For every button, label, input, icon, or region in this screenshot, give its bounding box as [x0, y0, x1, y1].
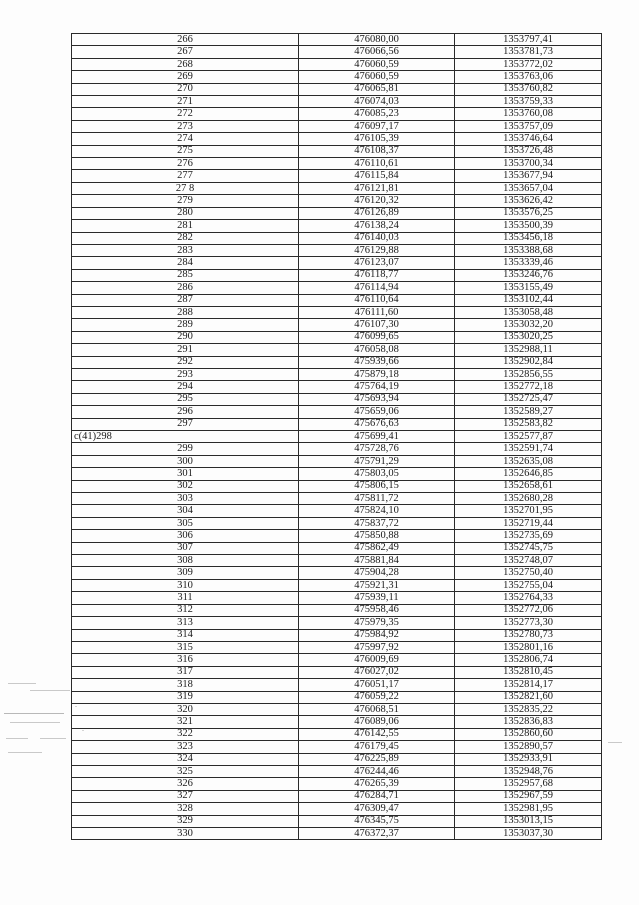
x-coordinate-cell: 476123,07	[299, 257, 455, 269]
table-row	[72, 319, 602, 331]
x-coordinate-cell: 476060,59	[299, 71, 455, 83]
coordinates-table-body	[72, 34, 602, 840]
x-coordinate-cell: 475806,15	[299, 480, 455, 492]
x-coordinate-cell: 476085,23	[299, 108, 455, 120]
y-coordinate-cell: 1352821,60	[455, 691, 602, 703]
x-coordinate-cell: 476120,32	[299, 195, 455, 207]
point-number-cell: 329	[72, 815, 299, 827]
point-number-cell: 304	[72, 505, 299, 517]
x-coordinate-cell: 476065,81	[299, 83, 455, 95]
x-coordinate-cell: 475693,94	[299, 393, 455, 405]
table-row	[72, 666, 602, 678]
point-number-cell: 280	[72, 207, 299, 219]
point-number-cell: 269	[72, 71, 299, 83]
table-row	[72, 356, 602, 368]
y-coordinate-cell: 1353058,48	[455, 306, 602, 318]
y-coordinate-cell: 1353102,44	[455, 294, 602, 306]
point-number-cell: 27 8	[72, 182, 299, 194]
table-row	[72, 555, 602, 567]
table-row	[72, 679, 602, 691]
y-coordinate-cell: 1352902,84	[455, 356, 602, 368]
y-coordinate-cell: 1352933,91	[455, 753, 602, 765]
table-row	[72, 641, 602, 653]
point-number-cell: 307	[72, 542, 299, 554]
point-number-cell: 294	[72, 381, 299, 393]
point-number-cell: 286	[72, 282, 299, 294]
table-row	[72, 393, 602, 405]
point-number-cell: 293	[72, 368, 299, 380]
point-number-cell: 318	[72, 679, 299, 691]
table-row	[72, 431, 602, 443]
x-coordinate-cell: 476097,17	[299, 120, 455, 132]
table-row	[72, 71, 602, 83]
scan-artifact	[8, 752, 42, 753]
y-coordinate-cell: 1352750,40	[455, 567, 602, 579]
table-row	[72, 803, 602, 815]
scan-artifact	[6, 738, 28, 739]
y-coordinate-cell: 1353781,73	[455, 46, 602, 58]
point-number-cell: 277	[72, 170, 299, 182]
y-coordinate-cell: 1352835,22	[455, 703, 602, 715]
table-row	[72, 46, 602, 58]
point-number-cell: 311	[72, 592, 299, 604]
x-coordinate-cell: 475676,63	[299, 418, 455, 430]
table-row	[72, 455, 602, 467]
x-coordinate-cell: 475939,11	[299, 592, 455, 604]
point-number-cell: 270	[72, 83, 299, 95]
table-row	[72, 604, 602, 616]
point-number-cell: 320	[72, 703, 299, 715]
y-coordinate-cell: 1353763,06	[455, 71, 602, 83]
x-coordinate-cell: 475939,66	[299, 356, 455, 368]
point-number-cell: 297	[72, 418, 299, 430]
y-coordinate-cell: 1353388,68	[455, 244, 602, 256]
table-row	[72, 815, 602, 827]
y-coordinate-cell: 1352981,95	[455, 803, 602, 815]
y-coordinate-cell: 1353657,04	[455, 182, 602, 194]
table-row	[72, 232, 602, 244]
point-number-cell: 284	[72, 257, 299, 269]
point-number-cell: 295	[72, 393, 299, 405]
point-number-cell: 276	[72, 158, 299, 170]
table-row	[72, 716, 602, 728]
x-coordinate-cell: 476068,51	[299, 703, 455, 715]
table-row	[72, 282, 602, 294]
table-row	[72, 617, 602, 629]
scan-artifact	[4, 713, 64, 714]
x-coordinate-cell: 476059,22	[299, 691, 455, 703]
table-row	[72, 331, 602, 343]
table-row	[72, 220, 602, 232]
point-number-cell: 282	[72, 232, 299, 244]
x-coordinate-cell: 475850,88	[299, 530, 455, 542]
point-number-cell: 266	[72, 34, 299, 46]
x-coordinate-cell: 475824,10	[299, 505, 455, 517]
y-coordinate-cell: 1352814,17	[455, 679, 602, 691]
table-row	[72, 778, 602, 790]
y-coordinate-cell: 1352860,60	[455, 728, 602, 740]
y-coordinate-cell: 1352755,04	[455, 579, 602, 591]
point-number-cell: 299	[72, 443, 299, 455]
y-coordinate-cell: 1353576,25	[455, 207, 602, 219]
point-number-cell: 328	[72, 803, 299, 815]
x-coordinate-cell: 475764,19	[299, 381, 455, 393]
x-coordinate-cell: 475862,49	[299, 542, 455, 554]
y-coordinate-cell: 1352948,76	[455, 765, 602, 777]
point-number-cell: 327	[72, 790, 299, 802]
scan-artifact	[608, 742, 622, 743]
y-coordinate-cell: 1352735,69	[455, 530, 602, 542]
y-coordinate-cell: 1352719,44	[455, 517, 602, 529]
table-row	[72, 406, 602, 418]
x-coordinate-cell: 476345,75	[299, 815, 455, 827]
point-number-cell: 296	[72, 406, 299, 418]
coordinates-table	[71, 33, 602, 840]
point-number-cell: 273	[72, 120, 299, 132]
table-row	[72, 269, 602, 281]
y-coordinate-cell: 1353155,49	[455, 282, 602, 294]
x-coordinate-cell: 476265,39	[299, 778, 455, 790]
x-coordinate-cell: 475881,84	[299, 555, 455, 567]
table-row	[72, 418, 602, 430]
x-coordinate-cell: 476284,71	[299, 790, 455, 802]
x-coordinate-cell: 475659,06	[299, 406, 455, 418]
scan-artifact	[82, 730, 84, 731]
table-row	[72, 195, 602, 207]
x-coordinate-cell: 476179,45	[299, 741, 455, 753]
table-row	[72, 468, 602, 480]
point-number-cell: 288	[72, 306, 299, 318]
table-row	[72, 207, 602, 219]
point-number-cell: 317	[72, 666, 299, 678]
table-row	[72, 728, 602, 740]
point-number-cell: 268	[72, 58, 299, 70]
y-coordinate-cell: 1352589,27	[455, 406, 602, 418]
table-row	[72, 517, 602, 529]
table-row	[72, 741, 602, 753]
point-number-cell: 319	[72, 691, 299, 703]
y-coordinate-cell: 1352801,16	[455, 641, 602, 653]
table-row	[72, 182, 602, 194]
table-row	[72, 493, 602, 505]
y-coordinate-cell: 1352890,57	[455, 741, 602, 753]
x-coordinate-cell: 476126,89	[299, 207, 455, 219]
y-coordinate-cell: 1352836,83	[455, 716, 602, 728]
x-coordinate-cell: 475984,92	[299, 629, 455, 641]
y-coordinate-cell: 1352988,11	[455, 344, 602, 356]
table-row	[72, 381, 602, 393]
y-coordinate-cell: 1353037,30	[455, 828, 602, 840]
x-coordinate-cell: 475728,76	[299, 443, 455, 455]
x-coordinate-cell: 475904,28	[299, 567, 455, 579]
point-number-cell: 310	[72, 579, 299, 591]
y-coordinate-cell: 1352646,85	[455, 468, 602, 480]
y-coordinate-cell: 1353677,94	[455, 170, 602, 182]
point-number-cell: 303	[72, 493, 299, 505]
x-coordinate-cell: 475879,18	[299, 368, 455, 380]
point-number-cell: 283	[72, 244, 299, 256]
point-number-cell: 287	[72, 294, 299, 306]
table-row	[72, 244, 602, 256]
y-coordinate-cell: 1353032,20	[455, 319, 602, 331]
point-number-cell: 300	[72, 455, 299, 467]
x-coordinate-cell: 476099,65	[299, 331, 455, 343]
point-number-cell: с(41)298	[72, 431, 299, 443]
y-coordinate-cell: 1352806,74	[455, 654, 602, 666]
y-coordinate-cell: 1353013,15	[455, 815, 602, 827]
x-coordinate-cell: 476142,55	[299, 728, 455, 740]
x-coordinate-cell: 475791,29	[299, 455, 455, 467]
y-coordinate-cell: 1352583,82	[455, 418, 602, 430]
table-row	[72, 120, 602, 132]
y-coordinate-cell: 1352780,73	[455, 629, 602, 641]
point-number-cell: 321	[72, 716, 299, 728]
table-row	[72, 567, 602, 579]
point-number-cell: 271	[72, 96, 299, 108]
x-coordinate-cell: 475958,46	[299, 604, 455, 616]
scan-artifact	[8, 683, 36, 684]
point-number-cell: 272	[72, 108, 299, 120]
table-row	[72, 592, 602, 604]
x-coordinate-cell: 476058,08	[299, 344, 455, 356]
point-number-cell: 302	[72, 480, 299, 492]
point-number-cell: 314	[72, 629, 299, 641]
table-row	[72, 530, 602, 542]
y-coordinate-cell: 1353726,48	[455, 145, 602, 157]
point-number-cell: 275	[72, 145, 299, 157]
x-coordinate-cell: 476107,30	[299, 319, 455, 331]
x-coordinate-cell: 475979,35	[299, 617, 455, 629]
y-coordinate-cell: 1353020,25	[455, 331, 602, 343]
y-coordinate-cell: 1352764,33	[455, 592, 602, 604]
y-coordinate-cell: 1352591,74	[455, 443, 602, 455]
table-row	[72, 83, 602, 95]
x-coordinate-cell: 476108,37	[299, 145, 455, 157]
y-coordinate-cell: 1352701,95	[455, 505, 602, 517]
point-number-cell: 274	[72, 133, 299, 145]
x-coordinate-cell: 476121,81	[299, 182, 455, 194]
x-coordinate-cell: 476027,02	[299, 666, 455, 678]
scan-artifact	[30, 690, 70, 691]
x-coordinate-cell: 476051,17	[299, 679, 455, 691]
point-number-cell: 308	[72, 555, 299, 567]
y-coordinate-cell: 1353500,39	[455, 220, 602, 232]
y-coordinate-cell: 1352772,18	[455, 381, 602, 393]
point-number-cell: 281	[72, 220, 299, 232]
point-number-cell: 324	[72, 753, 299, 765]
y-coordinate-cell: 1353746,64	[455, 133, 602, 145]
y-coordinate-cell: 1352772,06	[455, 604, 602, 616]
y-coordinate-cell: 1352680,28	[455, 493, 602, 505]
x-coordinate-cell: 475837,72	[299, 517, 455, 529]
table-row	[72, 654, 602, 666]
point-number-cell: 289	[72, 319, 299, 331]
point-number-cell: 316	[72, 654, 299, 666]
x-coordinate-cell: 475811,72	[299, 493, 455, 505]
table-row	[72, 790, 602, 802]
y-coordinate-cell: 1352577,87	[455, 431, 602, 443]
point-number-cell: 301	[72, 468, 299, 480]
point-number-cell: 323	[72, 741, 299, 753]
point-number-cell: 291	[72, 344, 299, 356]
x-coordinate-cell: 476111,60	[299, 306, 455, 318]
table-row	[72, 753, 602, 765]
table-row	[72, 703, 602, 715]
table-row	[72, 108, 602, 120]
table-row	[72, 542, 602, 554]
y-coordinate-cell: 1352635,08	[455, 455, 602, 467]
x-coordinate-cell: 476225,89	[299, 753, 455, 765]
table-row	[72, 368, 602, 380]
x-coordinate-cell: 476105,39	[299, 133, 455, 145]
table-row	[72, 344, 602, 356]
x-coordinate-cell: 475921,31	[299, 579, 455, 591]
x-coordinate-cell: 476110,61	[299, 158, 455, 170]
table-row	[72, 765, 602, 777]
y-coordinate-cell: 1352745,75	[455, 542, 602, 554]
y-coordinate-cell: 1352967,59	[455, 790, 602, 802]
point-number-cell: 325	[72, 765, 299, 777]
x-coordinate-cell: 476140,03	[299, 232, 455, 244]
table-row	[72, 691, 602, 703]
x-coordinate-cell: 476309,47	[299, 803, 455, 815]
scan-artifact	[10, 722, 60, 723]
table-row	[72, 96, 602, 108]
table-row	[72, 133, 602, 145]
x-coordinate-cell: 476066,56	[299, 46, 455, 58]
table-row	[72, 629, 602, 641]
point-number-cell: 267	[72, 46, 299, 58]
x-coordinate-cell: 476009,69	[299, 654, 455, 666]
x-coordinate-cell: 476372,37	[299, 828, 455, 840]
point-number-cell: 315	[72, 641, 299, 653]
y-coordinate-cell: 1352658,61	[455, 480, 602, 492]
x-coordinate-cell: 475803,05	[299, 468, 455, 480]
table-row	[72, 158, 602, 170]
y-coordinate-cell: 1353760,08	[455, 108, 602, 120]
x-coordinate-cell: 476129,88	[299, 244, 455, 256]
table-row	[72, 306, 602, 318]
y-coordinate-cell: 1353797,41	[455, 34, 602, 46]
x-coordinate-cell: 476118,77	[299, 269, 455, 281]
point-number-cell: 326	[72, 778, 299, 790]
y-coordinate-cell: 1353626,42	[455, 195, 602, 207]
point-number-cell: 313	[72, 617, 299, 629]
y-coordinate-cell: 1352748,07	[455, 555, 602, 567]
point-number-cell: 309	[72, 567, 299, 579]
x-coordinate-cell: 476060,59	[299, 58, 455, 70]
point-number-cell: 306	[72, 530, 299, 542]
x-coordinate-cell: 476080,00	[299, 34, 455, 46]
point-number-cell: 330	[72, 828, 299, 840]
table-row	[72, 257, 602, 269]
point-number-cell: 290	[72, 331, 299, 343]
x-coordinate-cell: 476244,46	[299, 765, 455, 777]
x-coordinate-cell: 475699,41	[299, 431, 455, 443]
y-coordinate-cell: 1353339,46	[455, 257, 602, 269]
y-coordinate-cell: 1352957,68	[455, 778, 602, 790]
x-coordinate-cell: 475997,92	[299, 641, 455, 653]
y-coordinate-cell: 1353757,09	[455, 120, 602, 132]
point-number-cell: 322	[72, 728, 299, 740]
point-number-cell: 285	[72, 269, 299, 281]
x-coordinate-cell: 476138,24	[299, 220, 455, 232]
table-row	[72, 443, 602, 455]
table-row	[72, 34, 602, 46]
table-row	[72, 828, 602, 840]
table-row	[72, 579, 602, 591]
y-coordinate-cell: 1352856,55	[455, 368, 602, 380]
y-coordinate-cell: 1353772,02	[455, 58, 602, 70]
scan-artifact	[75, 706, 77, 707]
x-coordinate-cell: 476089,06	[299, 716, 455, 728]
table-row	[72, 145, 602, 157]
point-number-cell: 312	[72, 604, 299, 616]
x-coordinate-cell: 476074,03	[299, 96, 455, 108]
y-coordinate-cell: 1353246,76	[455, 269, 602, 281]
point-number-cell: 279	[72, 195, 299, 207]
y-coordinate-cell: 1352773,30	[455, 617, 602, 629]
point-number-cell: 292	[72, 356, 299, 368]
point-number-cell: 305	[72, 517, 299, 529]
y-coordinate-cell: 1353456,18	[455, 232, 602, 244]
table-row	[72, 170, 602, 182]
table-row	[72, 58, 602, 70]
y-coordinate-cell: 1353759,33	[455, 96, 602, 108]
scan-artifact	[40, 738, 66, 739]
x-coordinate-cell: 476115,84	[299, 170, 455, 182]
x-coordinate-cell: 476114,94	[299, 282, 455, 294]
y-coordinate-cell: 1353760,82	[455, 83, 602, 95]
y-coordinate-cell: 1352725,47	[455, 393, 602, 405]
table-row	[72, 505, 602, 517]
x-coordinate-cell: 476110,64	[299, 294, 455, 306]
y-coordinate-cell: 1352810,45	[455, 666, 602, 678]
table-row	[72, 294, 602, 306]
table-row	[72, 480, 602, 492]
y-coordinate-cell: 1353700,34	[455, 158, 602, 170]
